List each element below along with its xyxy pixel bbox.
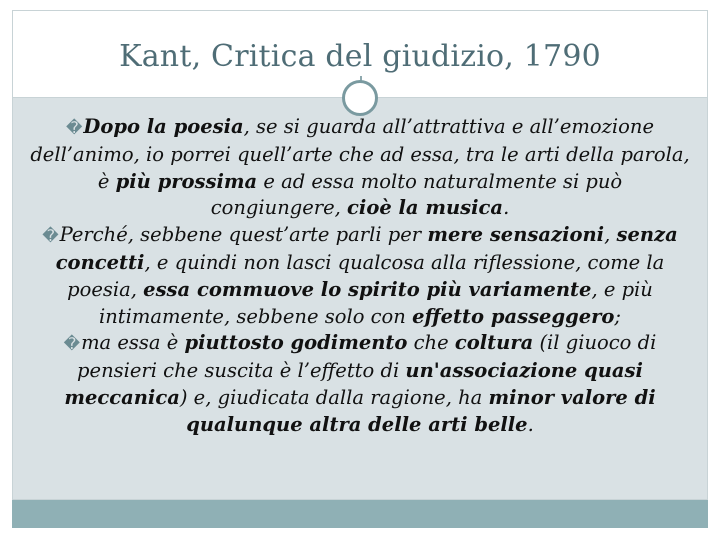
bullet-icon: � [42, 226, 59, 246]
text-segment: essa commuove lo spirito più variamente [143, 277, 592, 301]
text-segment: Dopo la poesia [83, 115, 244, 138]
text-segment: senza concetti [55, 223, 678, 274]
paragraph-3 [30, 330, 690, 438]
text-segment: coltura [454, 331, 534, 355]
text-segment: mere sensazioni [427, 223, 605, 247]
text-segment: cioè la musica [347, 196, 504, 220]
text-segment: , [604, 223, 617, 247]
text-segment: un'associazione quasi meccanica [64, 359, 643, 409]
text-segment: minor valore di qualunque altra delle arti belle [186, 385, 656, 436]
paragraph-2 [30, 222, 690, 330]
text-segment: effetto passeggero [412, 304, 615, 328]
text-segment: , se si guarda all’attrattiva e all’emozione dell’animo, io porrei quell’arte che ad essa, tra le arti della parola, è [30, 115, 690, 193]
text-segment: . [503, 196, 510, 220]
bottom-bar [12, 500, 708, 528]
text-segment: (il giuoco di pensieri che suscita è l’effetto di [77, 331, 657, 383]
text-segment: ma essa è [81, 331, 185, 355]
slide-title: Kant, Critica del giudizio, 1790 [119, 39, 601, 74]
text-segment: ; [614, 304, 621, 328]
text-segment: , e quindi non lasci qualcosa alla riflessione, come la poesia, [67, 250, 665, 301]
bullet-icon: � [63, 334, 81, 354]
text-segment: . [527, 412, 534, 436]
text-segment: ) e, giudicata dalla ragione, ha [179, 385, 489, 409]
paragraph-1 [30, 114, 690, 222]
circle-ornament-icon [342, 80, 378, 116]
text-segment: che [407, 331, 455, 355]
text-segment: piuttosto godimento [184, 331, 408, 355]
text-segment: , e più intimamente, sebbene solo con [99, 277, 653, 328]
bullet-icon: � [66, 118, 83, 137]
body-text [30, 114, 690, 439]
text-segment: più prossima [115, 169, 258, 193]
text-segment: Perché, sebbene quest’arte parli per [59, 223, 428, 247]
text-segment: e ad essa molto naturalmente si può congiungere, [210, 169, 623, 220]
